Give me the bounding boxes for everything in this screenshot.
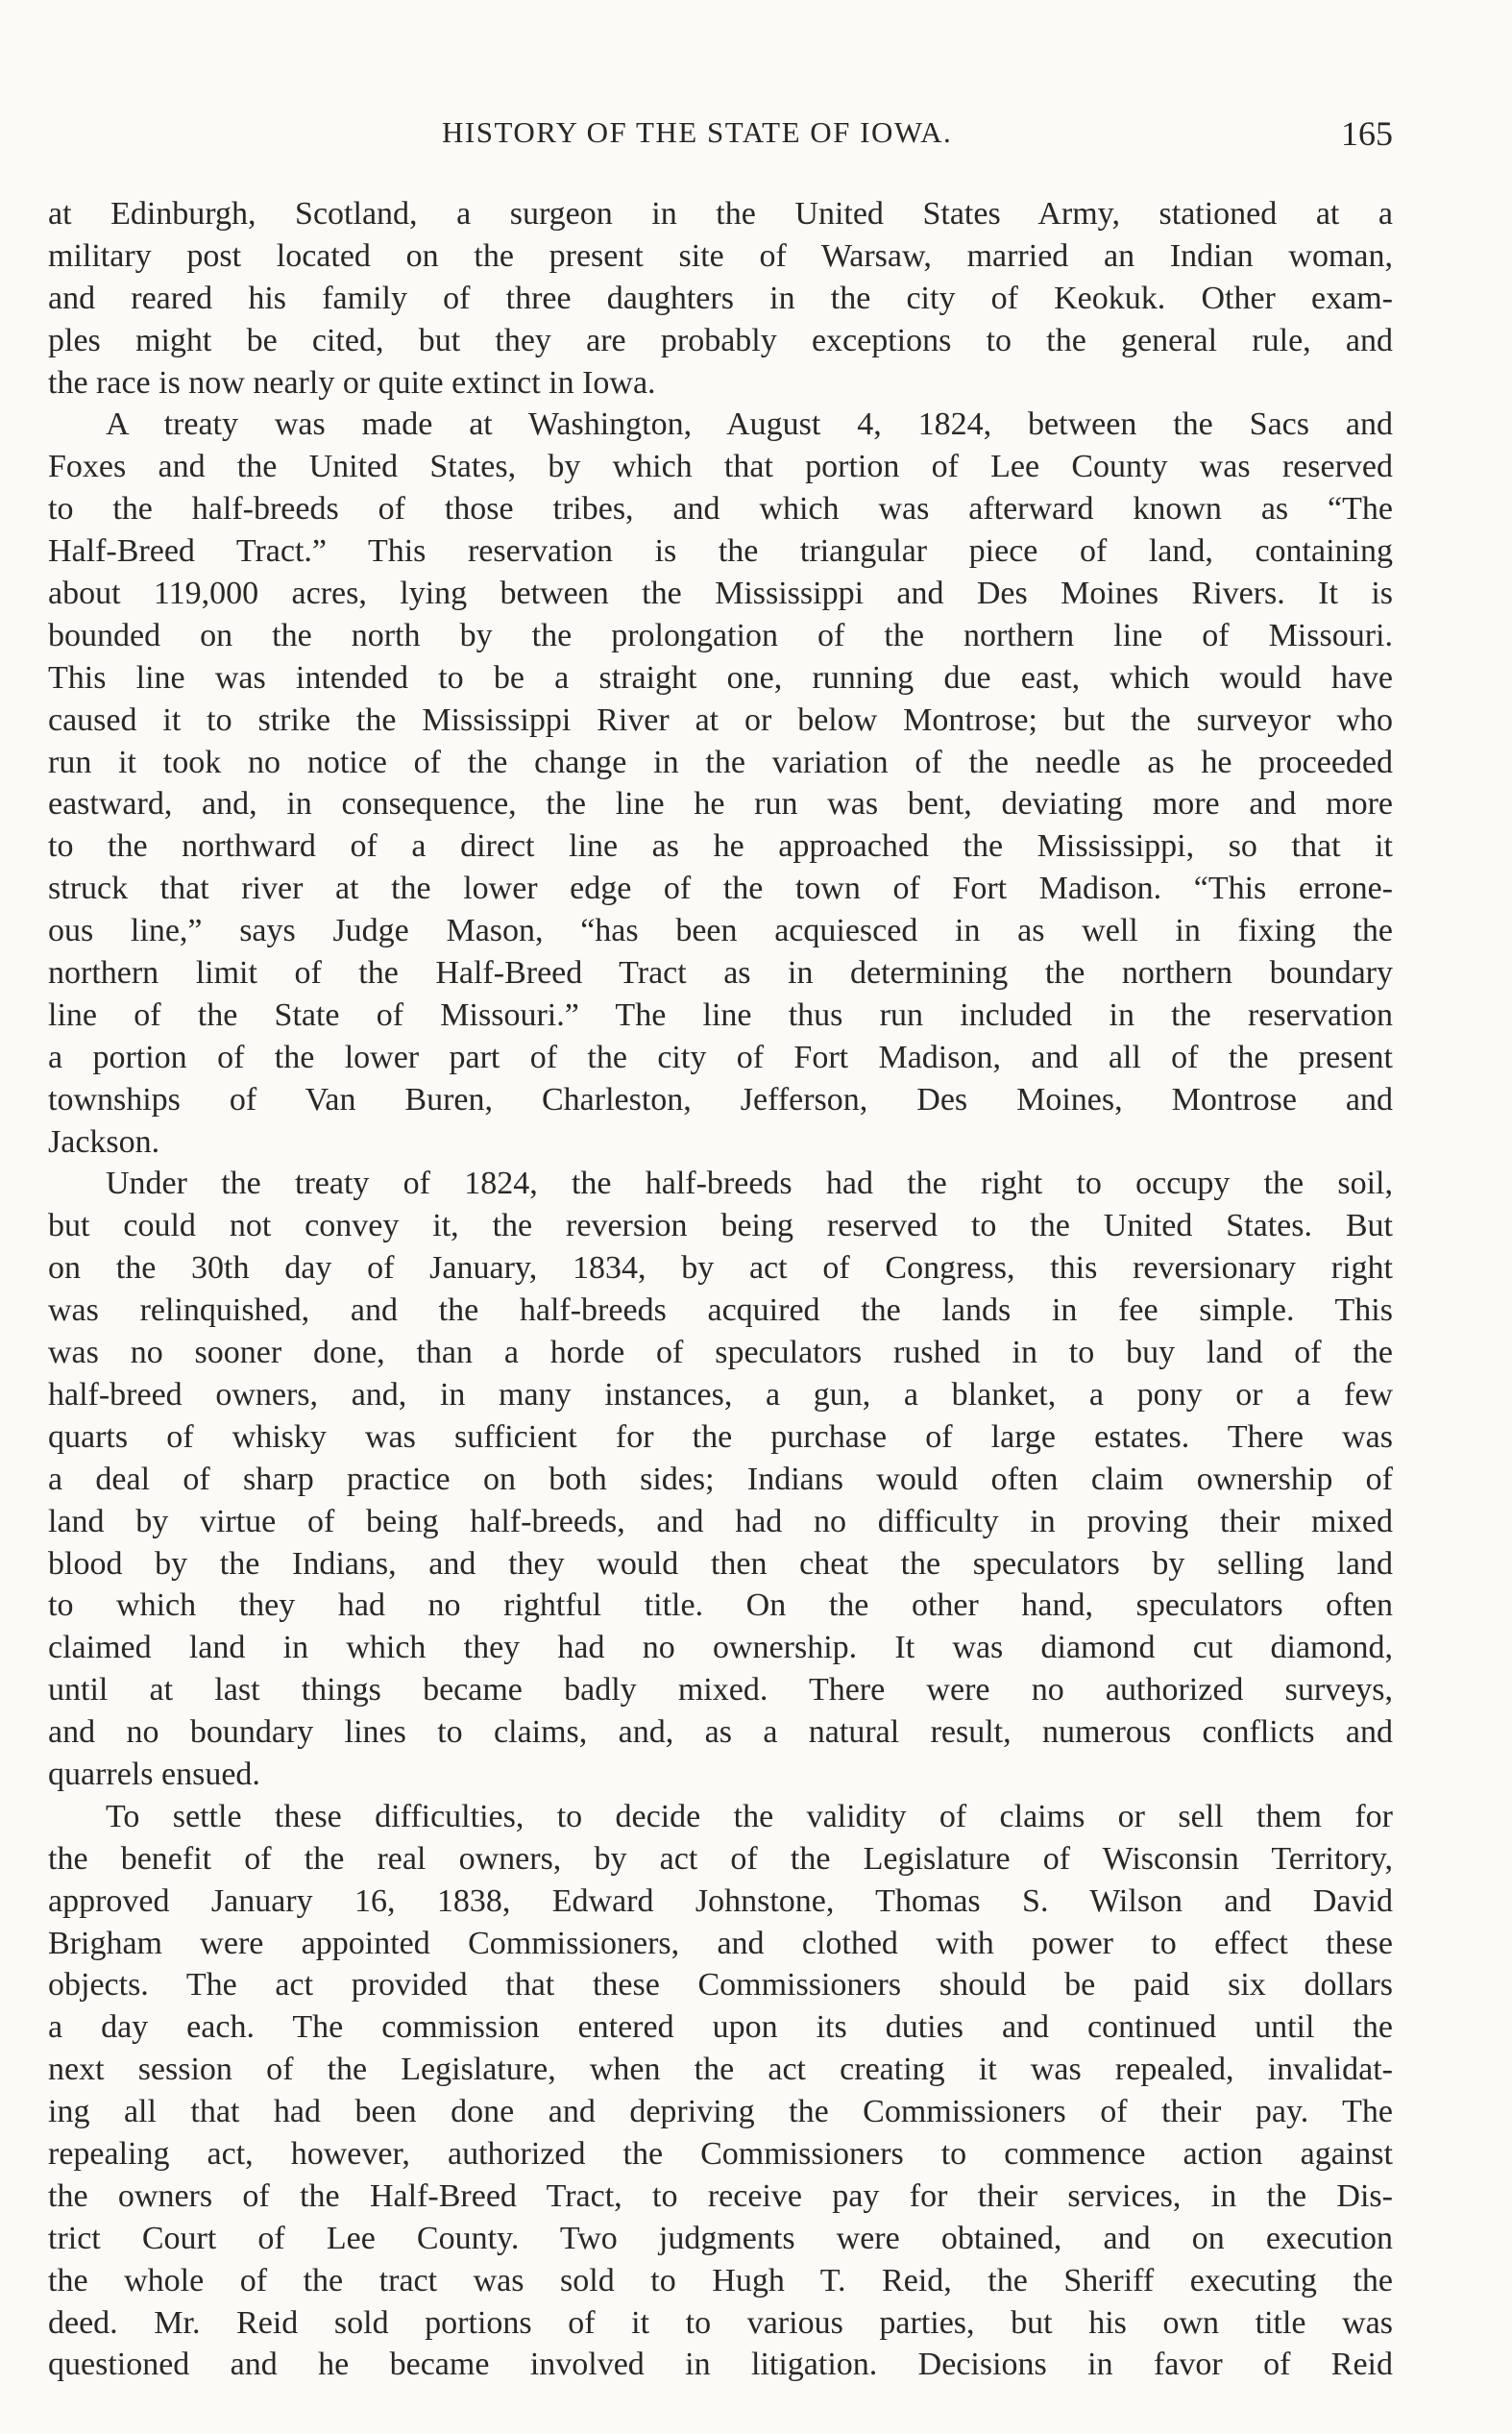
text-line: at Edinburgh, Scotland, a surgeon in the United States Army, stationed at a	[48, 196, 1393, 232]
text-line: and reared his family of three daughters in the city of Keokuk. Other exam-	[48, 280, 1393, 316]
text-line: deed. Mr. Reid sold portions of it to various parties, but his own title was	[48, 2304, 1393, 2341]
text-line: land by virtue of being half-breeds, and had no difficulty in proving their mixed	[48, 1503, 1393, 1539]
text-line: the race is now nearly or quite extinct in Iowa.	[48, 364, 656, 401]
text-line: blood by the Indians, and they would then cheat the speculators by selling land	[48, 1545, 1393, 1582]
text-line: the owners of the Half-Breed Tract, to receive pay for their services, in the Dis-	[48, 2177, 1393, 2214]
text-line: ples might be cited, but they are probably exceptions to the general rule, and	[48, 322, 1393, 358]
text-line: ous line,” says Judge Mason, “has been acquiesced in as well in fixing the	[48, 913, 1393, 949]
text-line: the benefit of the real owners, by act of the Legislature of Wisconsin Territory,	[48, 1840, 1393, 1877]
running-head	[48, 113, 1393, 161]
text-line: about 119,000 acres, lying between the Mississippi and Des Moines Rivers. It is	[48, 576, 1393, 612]
text-line: claimed land in which they had no ownership. It was diamond cut diamond,	[48, 1630, 1393, 1666]
text-line: To settle these difficulties, to decide the validity of claims or sell them for	[106, 1798, 1393, 1834]
text-line: townships of Van Buren, Charleston, Jefferson, Des Moines, Montrose and	[48, 1081, 1393, 1118]
text-line: to the northward of a direct line as he approached the Mississippi, so that it	[48, 828, 1393, 865]
text-line: military post located on the present site of Warsaw, married an Indian woman,	[48, 237, 1393, 274]
text-line: caused it to strike the Mississippi River at or below Montrose; but the surveyor who	[48, 701, 1393, 738]
text-line: ing all that had been done and depriving the Commissioners of their pay. The	[48, 2094, 1393, 2130]
text-line: next session of the Legislature, when the act creating it was repealed, invalidat-	[48, 2052, 1393, 2088]
running-title: HISTORY OF THE STATE OF IOWA.	[442, 115, 953, 149]
text-line: half-breed owners, and, in many instances, a gun, a blanket, a pony or a few	[48, 1376, 1393, 1413]
text-line: Half-Breed Tract.” This reservation is the triangular piece of land, containing	[48, 533, 1393, 570]
text-line: eastward, and, in consequence, the line he run was bent, deviating more and more	[48, 786, 1393, 823]
text-line: trict Court of Lee County. Two judgments were obtained, and on execution	[48, 2220, 1393, 2256]
text-line: quarts of whisky was sufficient for the purchase of large estates. There was	[48, 1418, 1393, 1455]
text-line: run it took no notice of the change in the variation of the needle as he proceeded	[48, 744, 1393, 780]
text-line: Brigham were appointed Commissioners, and clothed with power to effect these	[48, 1925, 1393, 1961]
text-line: line of the State of Missouri.” The line thus run included in the reservation	[48, 996, 1393, 1033]
text-line: but could not convey it, the reversion being reserved to the United States. But	[48, 1208, 1393, 1244]
text-line: and no boundary lines to claims, and, as a natural result, numerous conflicts and	[48, 1714, 1393, 1751]
text-line: This line was intended to be a straight one, running due east, which would have	[48, 659, 1393, 696]
text-line: was no sooner done, than a horde of speculators rushed in to buy land of the	[48, 1335, 1393, 1371]
text-line: bounded on the north by the prolongation of the northern line of Missouri.	[48, 617, 1393, 653]
body-text	[48, 193, 1393, 2386]
text-line: objects. The act provided that these Commissioners should be paid six dollars	[48, 1967, 1393, 2004]
text-line: until at last things became badly mixed. There were no authorized surveys,	[48, 1672, 1393, 1709]
text-line: on the 30th day of January, 1834, by act of Congress, this reversionary right	[48, 1250, 1393, 1287]
text-line: the whole of the tract was sold to Hugh T. Reid, the Sheriff executing the	[48, 2262, 1393, 2299]
text-line: Jackson.	[48, 1123, 160, 1160]
text-line: A treaty was made at Washington, August 4, 1824, between the Sacs and	[106, 406, 1393, 443]
text-line: questioned and he became involved in litigation. Decisions in favor of Reid	[48, 2347, 1393, 2383]
page-number: 165	[1341, 114, 1393, 153]
text-line: approved January 16, 1838, Edward Johnstone, Thomas S. Wilson and David	[48, 1882, 1393, 1919]
text-line: to the half-breeds of those tribes, and which was afterward known as “The	[48, 491, 1393, 528]
book-page	[48, 0, 1393, 2434]
text-line: northern limit of the Half-Breed Tract as in determining the northern boundary	[48, 955, 1393, 992]
text-line: a deal of sharp practice on both sides; Indians would often claim ownership of	[48, 1461, 1393, 1497]
text-line: was relinquished, and the half-breeds acquired the lands in fee simple. This	[48, 1292, 1393, 1329]
text-line: Under the treaty of 1824, the half-breeds had the right to occupy the soil,	[106, 1166, 1393, 1202]
text-line: a day each. The commission entered upon its duties and continued until the	[48, 2009, 1393, 2046]
text-line: struck that river at the lower edge of the town of Fort Madison. “This errone-	[48, 871, 1393, 907]
text-line: Foxes and the United States, by which that portion of Lee County was reserved	[48, 449, 1393, 485]
text-line: a portion of the lower part of the city of Fort Madison, and all of the present	[48, 1039, 1393, 1075]
text-line: quarrels ensued.	[48, 1756, 260, 1792]
text-line: to which they had no rightful title. On the other hand, speculators often	[48, 1587, 1393, 1624]
text-line: repealing act, however, authorized the Commissioners to commence action against	[48, 2135, 1393, 2172]
